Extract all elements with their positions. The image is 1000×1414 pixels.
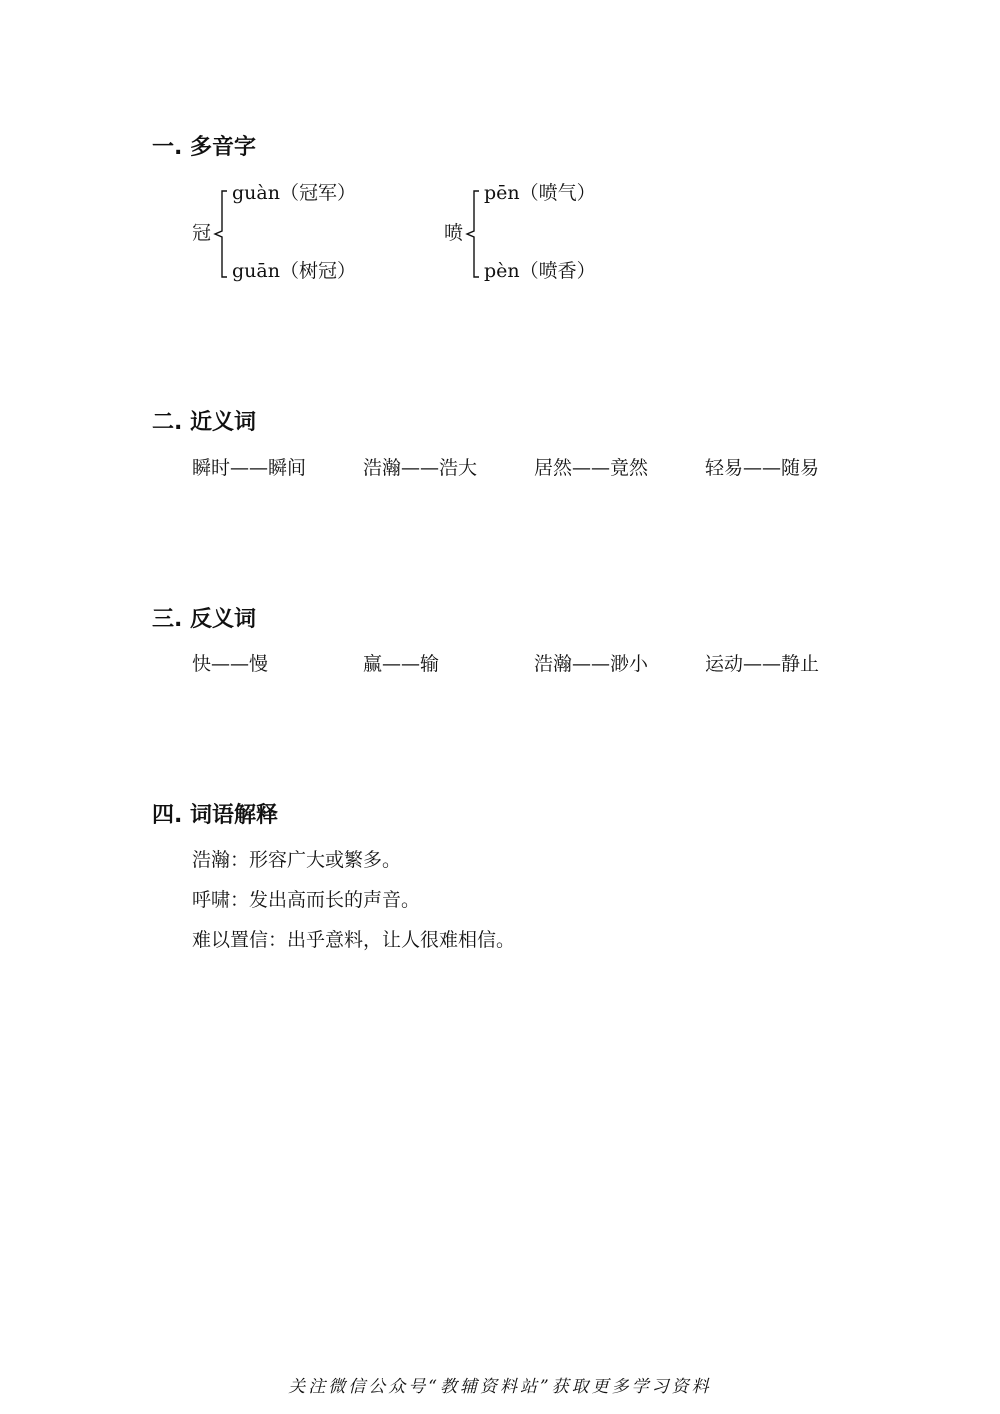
example-word: （树冠）: [279, 260, 356, 282]
definition-item: 浩瀚：形容广大或繁多。: [192, 849, 402, 871]
antonym-pair: 运动——静止: [705, 653, 820, 675]
definition-item: 难以置信：出乎意料，让人很难相信。: [192, 929, 516, 951]
section-title-antonyms: 三. 反义词: [152, 607, 257, 632]
example-word: （冠军）: [279, 182, 356, 204]
brace-icon: [212, 188, 228, 280]
polyphonic-reading: [484, 260, 596, 282]
section-title-synonyms: 二. 近义词: [152, 410, 257, 435]
antonym-pair: 浩瀚——渺小: [534, 653, 649, 675]
antonym-pair: 赢——输: [363, 653, 440, 675]
pinyin: pēn: [484, 182, 520, 204]
polyphonic-character: 喷: [444, 222, 464, 244]
pinyin: pèn: [484, 260, 520, 282]
polyphonic-reading: [232, 182, 356, 204]
synonym-pair: 轻易——随易: [705, 457, 820, 479]
synonym-pair: 居然——竟然: [534, 457, 649, 479]
synonym-pair: 浩瀚——浩大: [363, 457, 478, 479]
polyphonic-reading: [484, 182, 596, 204]
definition-item: 呼啸：发出高而长的声音。: [192, 889, 421, 911]
pinyin: guàn: [232, 182, 280, 204]
polyphonic-character: 冠: [192, 222, 212, 244]
example-word: （喷气）: [519, 182, 596, 204]
synonym-pair: 瞬时——瞬间: [192, 457, 307, 479]
section-title-polyphonic: 一. 多音字: [152, 135, 257, 160]
footer-notice: 关注微信公众号“教辅资料站”获取更多学习资料: [288, 1377, 712, 1397]
antonym-pair: 快——慢: [192, 653, 269, 675]
polyphonic-reading: [232, 260, 356, 282]
example-word: （喷香）: [519, 260, 596, 282]
brace-icon: [464, 188, 480, 280]
pinyin: guān: [232, 260, 280, 282]
section-title-definitions: 四. 词语解释: [152, 803, 279, 828]
